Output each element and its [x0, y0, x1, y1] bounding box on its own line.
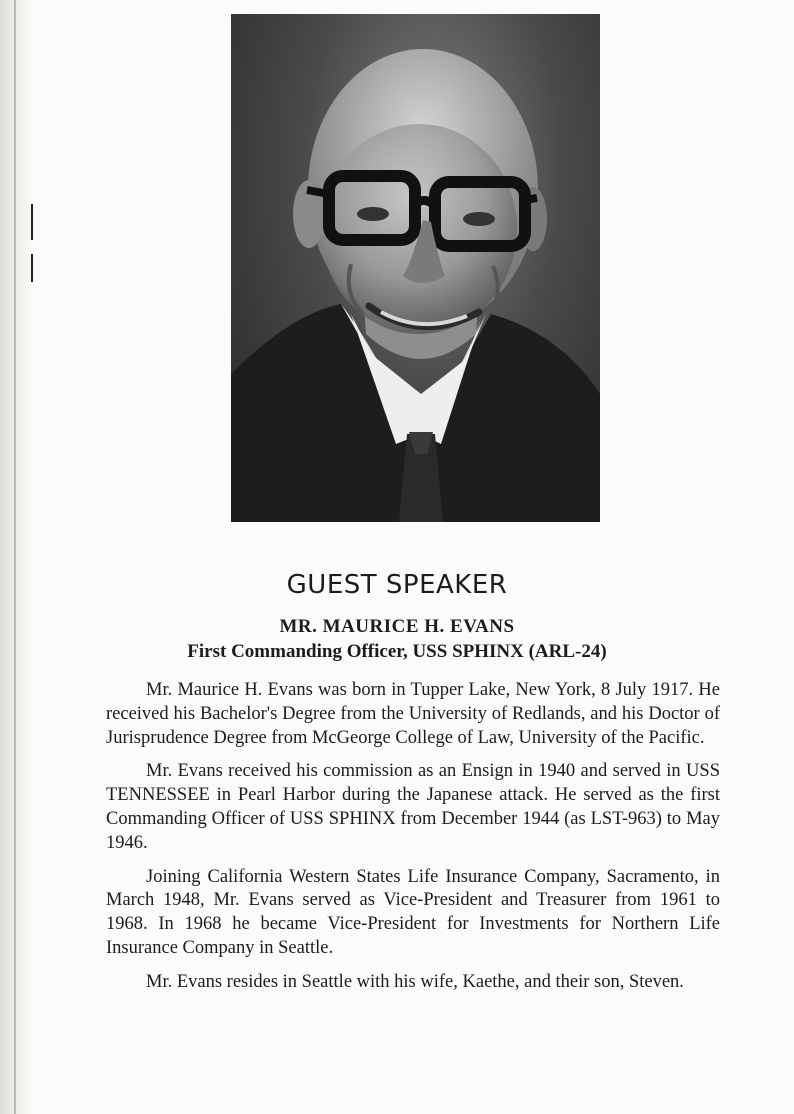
- bio-paragraph: Mr. Maurice H. Evans was born in Tupper Lake, New York, 8 July 1917. He received his Bachelor's Degree from the University of Redlands, and his Doctor of Jurisprudence Degree from McGeorge College of Law, University of the Pacific.: [106, 680, 720, 748]
- biography: [106, 679, 720, 1005]
- speaker-role: First Commanding Officer, USS SPHINX (ARL-24): [187, 641, 607, 662]
- bio-paragraph: Mr. Evans received his commission as an Ensign in 1940 and served in USS TENNESSEE in Pearl Harbor during the Japanese attack. He served as the first Commanding Officer of USS SPHINX from December 1944 (as LST-963) to May 1946.: [106, 761, 720, 853]
- speaker-name: MR. MAURICE H. EVANS: [279, 616, 515, 637]
- book-spine-shadow: [0, 0, 36, 1114]
- page-edge-line: [14, 0, 16, 1114]
- portrait-illustration: [231, 14, 600, 522]
- bio-paragraph: Mr. Evans resides in Seattle with his wife, Kaethe, and their son, Steven.: [146, 971, 684, 992]
- binding-mark: [31, 254, 33, 282]
- portrait-photo: [231, 14, 600, 522]
- binding-mark: [31, 204, 33, 240]
- bio-paragraph: Joining California Western States Life Insurance Company, Sacramento, in March 1948, Mr. Evans served as Vice-President and Treasurer from 1961 to 1968. In 1968 he became Vice-President for Investments for Northern Life Insurance Company in Seattle.: [106, 866, 720, 958]
- page-title: GUEST SPEAKER: [286, 570, 508, 600]
